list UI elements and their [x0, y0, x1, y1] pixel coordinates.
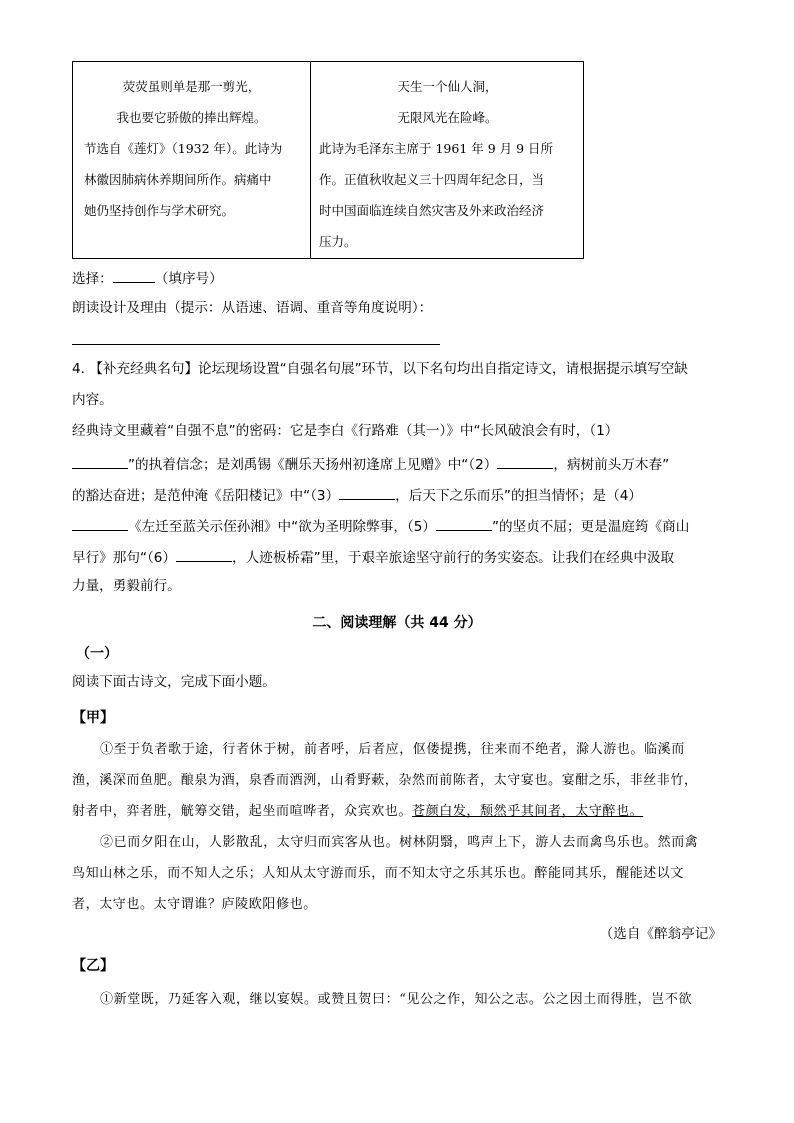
classical-text-line: 渔，溪深而鱼肥。酿泉为酒，泉香而酒洌，山肴野蔌，杂然而前陈者，太守宴也。宴酣之乐，非丝非竹， [72, 773, 698, 788]
choice-label: 选择： [72, 271, 113, 287]
q4-line: 经典诗文里藏着“自强不息”的密码：它是李白《行路难（其一）》中“长风破浪会有时，（1） [72, 423, 619, 439]
choice-blank[interactable] [113, 270, 155, 283]
classical-text-line: ②已而夕阳在山，人影散乱，太守归而宾客从也。树林阴翳，鸣声上下，游人去而禽鸟乐也。然而禽 [100, 835, 699, 850]
blank-5[interactable] [436, 518, 492, 531]
source-citation: （选自《醉翁亭记》 [599, 926, 722, 942]
classical-text-line: ①新堂既，乃延客入观，继以宴娱。或赞且贺曰：“见公之作，知公之志。公之因土而得胜，岂不欲 [100, 992, 693, 1007]
poem-line: 我也要它骄傲的捧出辉煌。 [116, 110, 267, 125]
blank-6[interactable] [176, 549, 232, 562]
poem-note-line: 此诗为毛泽东主席于 1961 年 9 月 9 日所 [319, 141, 554, 156]
underlined-sentence: 苍颜白发，颓然乎其间者，太守醉也。 [412, 804, 644, 819]
blank-1[interactable] [72, 456, 128, 469]
poem-note-line: 她仍坚持创作与学术研究。 [84, 203, 235, 218]
classical-text-line [72, 800, 643, 819]
q4-text: ，后天下之乐而乐”的担当情怀；是（4） [395, 488, 642, 504]
reading-design-prompt: 朗读设计及理由（提示：从语速、语调、重音等角度说明）： [72, 300, 433, 316]
q4-line [72, 456, 669, 473]
section-heading: 二、阅读理解（共 44 分） [312, 615, 482, 631]
poem-line: 荧荧虽则单是那一剪光， [122, 79, 261, 94]
q4-line [72, 518, 689, 535]
classical-text: 射者中，弈者胜，觥筹交错，起坐而喧哗者，众宾欢也。 [72, 804, 413, 819]
poem-comparison-table [72, 61, 584, 259]
poem-note-line: 作。正值秋收起义三十四周年纪念日，当 [319, 172, 545, 187]
q4-text: 《左迁至蓝关示侄孙湘》中“欲为圣明除弊事，（5） [128, 519, 436, 535]
table-cell-right [311, 62, 584, 258]
poem-note-line: 时中国面临连续自然灾害及外来政治经济 [319, 203, 545, 218]
q4-line [72, 549, 674, 566]
q4-line: 4. 【补充经典名句】论坛现场设置“自强名句展”环节，以下名句均出自指定诗文，请根据提示填写空缺 [72, 361, 688, 377]
classical-text-line: 鸟知山林之乐，而不知人之乐；人知从太守游而乐，而不知太守之乐其乐也。醉能同其乐，醒能述以文 [72, 866, 685, 881]
q4-text: ，病树前头万木春” [553, 457, 670, 473]
instruction: 阅读下面古诗文，完成下面小题。 [72, 674, 276, 690]
q4-text: ”的执着信念；是刘禹锡《酬乐天扬州初逢席上见赠》中“（2） [128, 457, 498, 473]
q4-line: 力量，勇毅前行。 [72, 578, 181, 594]
table-cell-left [73, 62, 310, 258]
part-label: （一） [76, 646, 118, 662]
choice-line [72, 270, 223, 287]
q4-line [72, 487, 642, 504]
q4-text: 早行》那句“（6） [72, 550, 177, 566]
poem-note-line: 压力。 [319, 234, 357, 249]
poem-note-line: 节选自《莲灯》（1932 年）。此诗为 [84, 141, 283, 156]
choice-suffix: （填序号） [154, 271, 223, 287]
answer-line[interactable] [72, 344, 440, 345]
yi-label: 【乙】 [72, 958, 114, 974]
poem-line: 天生一个仙人洞， [397, 79, 498, 94]
jia-label: 【甲】 [72, 710, 114, 726]
q4-text: ”的坚贞不屈；更是温庭筠《商山 [491, 519, 690, 535]
blank-3[interactable] [339, 487, 395, 500]
poem-note-line: 林徽因肺病休养期间所作。病痛中 [84, 172, 272, 187]
q4-text: 的豁达奋进；是范仲淹《岳阳楼记》中“（3） [72, 488, 340, 504]
blank-2[interactable] [497, 456, 553, 469]
classical-text-line: 者，太守也。太守谓谁？庐陵欧阳修也。 [72, 897, 317, 912]
q4-line: 内容。 [72, 392, 113, 408]
blank-4[interactable] [72, 518, 128, 531]
q4-text: ，人迹板桥霜”里，于艰辛旅途坚守前行的务实姿态。让我们在经典中汲取 [232, 550, 675, 566]
poem-line: 无限风光在险峰。 [397, 110, 498, 125]
classical-text-line: ①至于负者歌于途，行者休于树，前者呼，后者应，伛偻提携，往来而不绝者，滁人游也。临溪而 [100, 742, 685, 757]
